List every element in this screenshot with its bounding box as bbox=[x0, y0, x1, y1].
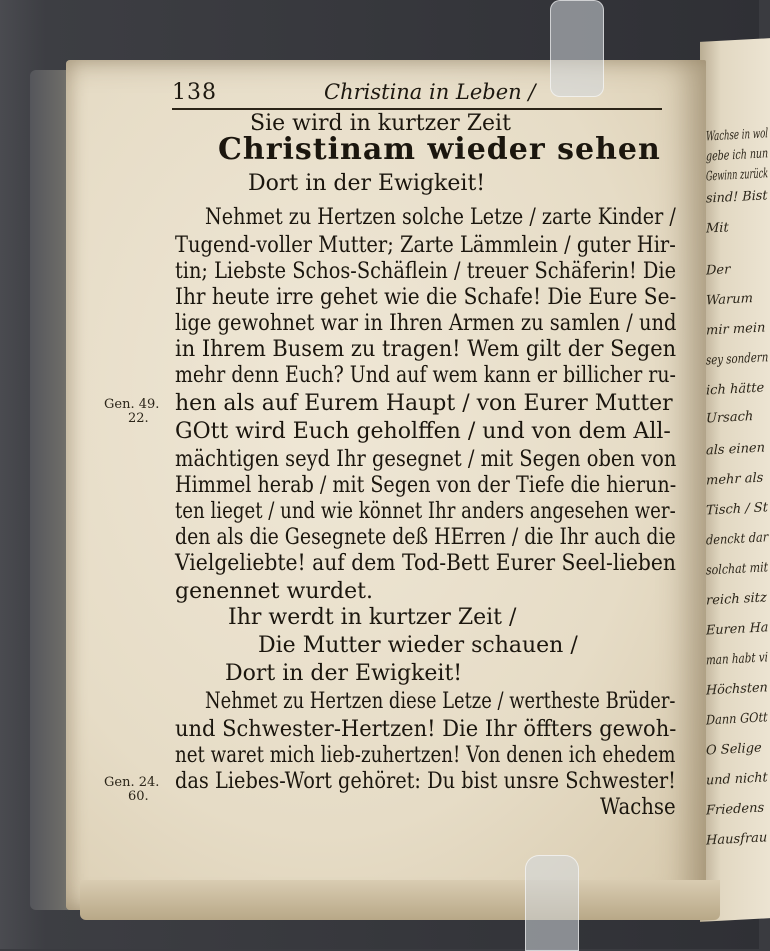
text-line: Ihr werdt in kurtzer Zeit / bbox=[228, 605, 517, 630]
running-title: Christina in Leben / bbox=[324, 80, 536, 104]
text-line: Dort in der Ewigkeit! bbox=[248, 171, 486, 196]
page-stack-bottom bbox=[80, 880, 720, 920]
facing-page-line: gebe ich nun bbox=[706, 146, 769, 165]
facing-page-line: Ursach bbox=[706, 409, 754, 427]
text-line: Himmel herab / mit Segen von der Tiefe die hierun- bbox=[175, 473, 677, 498]
text-line: in Ihrem Busem zu tragen! Wem gilt der Segen bbox=[175, 337, 677, 362]
facing-page-line: solchat mit bbox=[706, 560, 769, 579]
text-line: mächtigen seyd Ihr gesegnet / mit Segen oben von bbox=[175, 447, 677, 472]
text-line: den als die Gesegnete deß HErren / die Ihr auch die bbox=[175, 525, 676, 550]
margin-note-line: 22. bbox=[128, 411, 149, 426]
text-line: Nehmet zu Hertzen solche Letze / zarte Kinder / bbox=[205, 205, 676, 230]
facing-page-line: Warum bbox=[706, 291, 753, 309]
facing-page-line: mir mein bbox=[706, 320, 766, 339]
text-line: Dort in der Ewigkeit! bbox=[225, 661, 463, 686]
facing-page-line: Wachse in wol bbox=[706, 126, 768, 145]
facing-page-line: als einen bbox=[706, 440, 766, 459]
text-line: genennet wurdet. bbox=[175, 579, 373, 604]
facing-page-line: Mit bbox=[706, 220, 729, 237]
facing-page-line: reich sitz bbox=[706, 590, 767, 609]
text-line: Vielgeliebte! auf dem Tod-Bett Eurer Seel-lieben bbox=[175, 551, 676, 576]
text-line: Die Mutter wieder schauen / bbox=[258, 633, 578, 658]
facing-page-line: Tisch / St bbox=[706, 500, 768, 519]
text-line: lige gewohnet war in Ihren Armen zu samlen / und bbox=[175, 311, 677, 336]
facing-page-line: ich hätte bbox=[706, 380, 765, 399]
margin-note-line: Gen. 24. bbox=[104, 775, 160, 790]
text-line: und Schwester-Hertzen! Die Ihr öffters gewoh- bbox=[175, 717, 677, 742]
text-line: Nehmet zu Hertzen diese Letze / wertheste Brüder- bbox=[205, 689, 676, 714]
facing-page-line: denckt dar bbox=[706, 530, 769, 549]
catchword: Wachse bbox=[600, 795, 676, 820]
text-line: mehr denn Euch? Und auf wem kann er billicher ru- bbox=[175, 363, 676, 388]
facing-page-line: Euren Ha bbox=[706, 620, 769, 639]
facing-page-line: sind! Bist bbox=[706, 188, 768, 207]
facing-page bbox=[700, 38, 770, 922]
text-line: das Liebes-Wort gehöret: Du bist unsre Schwester! bbox=[175, 769, 676, 794]
margin-note bbox=[104, 398, 159, 426]
facing-page-line: mehr als bbox=[706, 470, 764, 489]
page-clip-bottom bbox=[525, 855, 579, 951]
margin-note bbox=[104, 776, 159, 804]
text-line: Ihr heute irre gehet wie die Schafe! Die Eure Se- bbox=[175, 285, 677, 310]
facing-page-line: Hausfrau bbox=[706, 830, 768, 849]
margin-note-line: Gen. 49. bbox=[104, 397, 160, 412]
text-line: Tugend-voller Mutter; Zarte Lämmlein / guter Hir- bbox=[175, 233, 676, 258]
facing-page-line: Dann GOtt bbox=[706, 710, 768, 729]
text-line: GOtt wird Euch geholffen / und von dem All- bbox=[175, 419, 671, 444]
page-number: 138 bbox=[172, 80, 217, 105]
page-header bbox=[172, 80, 662, 110]
facing-page-line: man habt vi bbox=[706, 650, 768, 669]
text-line: ten lieget / und wie könnet Ihr anders angesehen wer- bbox=[175, 499, 676, 524]
text-line: hen als auf Eurem Haupt / von Eurer Mutter bbox=[175, 391, 673, 416]
facing-page-line: O Selige bbox=[706, 740, 762, 759]
facing-page-line: und nicht bbox=[706, 770, 768, 789]
facing-page-line: sey sondern bbox=[706, 350, 769, 369]
text-line: Christinam wieder sehen bbox=[218, 132, 661, 167]
facing-page-line: Der bbox=[706, 262, 731, 279]
facing-page-line: Höchsten bbox=[706, 680, 768, 699]
text-line: tin; Liebste Schos-Schäflein / treuer Schäferin! Die bbox=[175, 259, 677, 284]
text-line: net waret mich lieb-zuhertzen! Von denen ich ehedem bbox=[175, 743, 676, 768]
text-line: Sie wird in kurtzer Zeit bbox=[250, 111, 511, 136]
facing-page-line: Gewinn zurück bbox=[706, 166, 769, 185]
facing-page-line: Friedens bbox=[706, 800, 765, 819]
margin-note-line: 60. bbox=[128, 789, 149, 804]
